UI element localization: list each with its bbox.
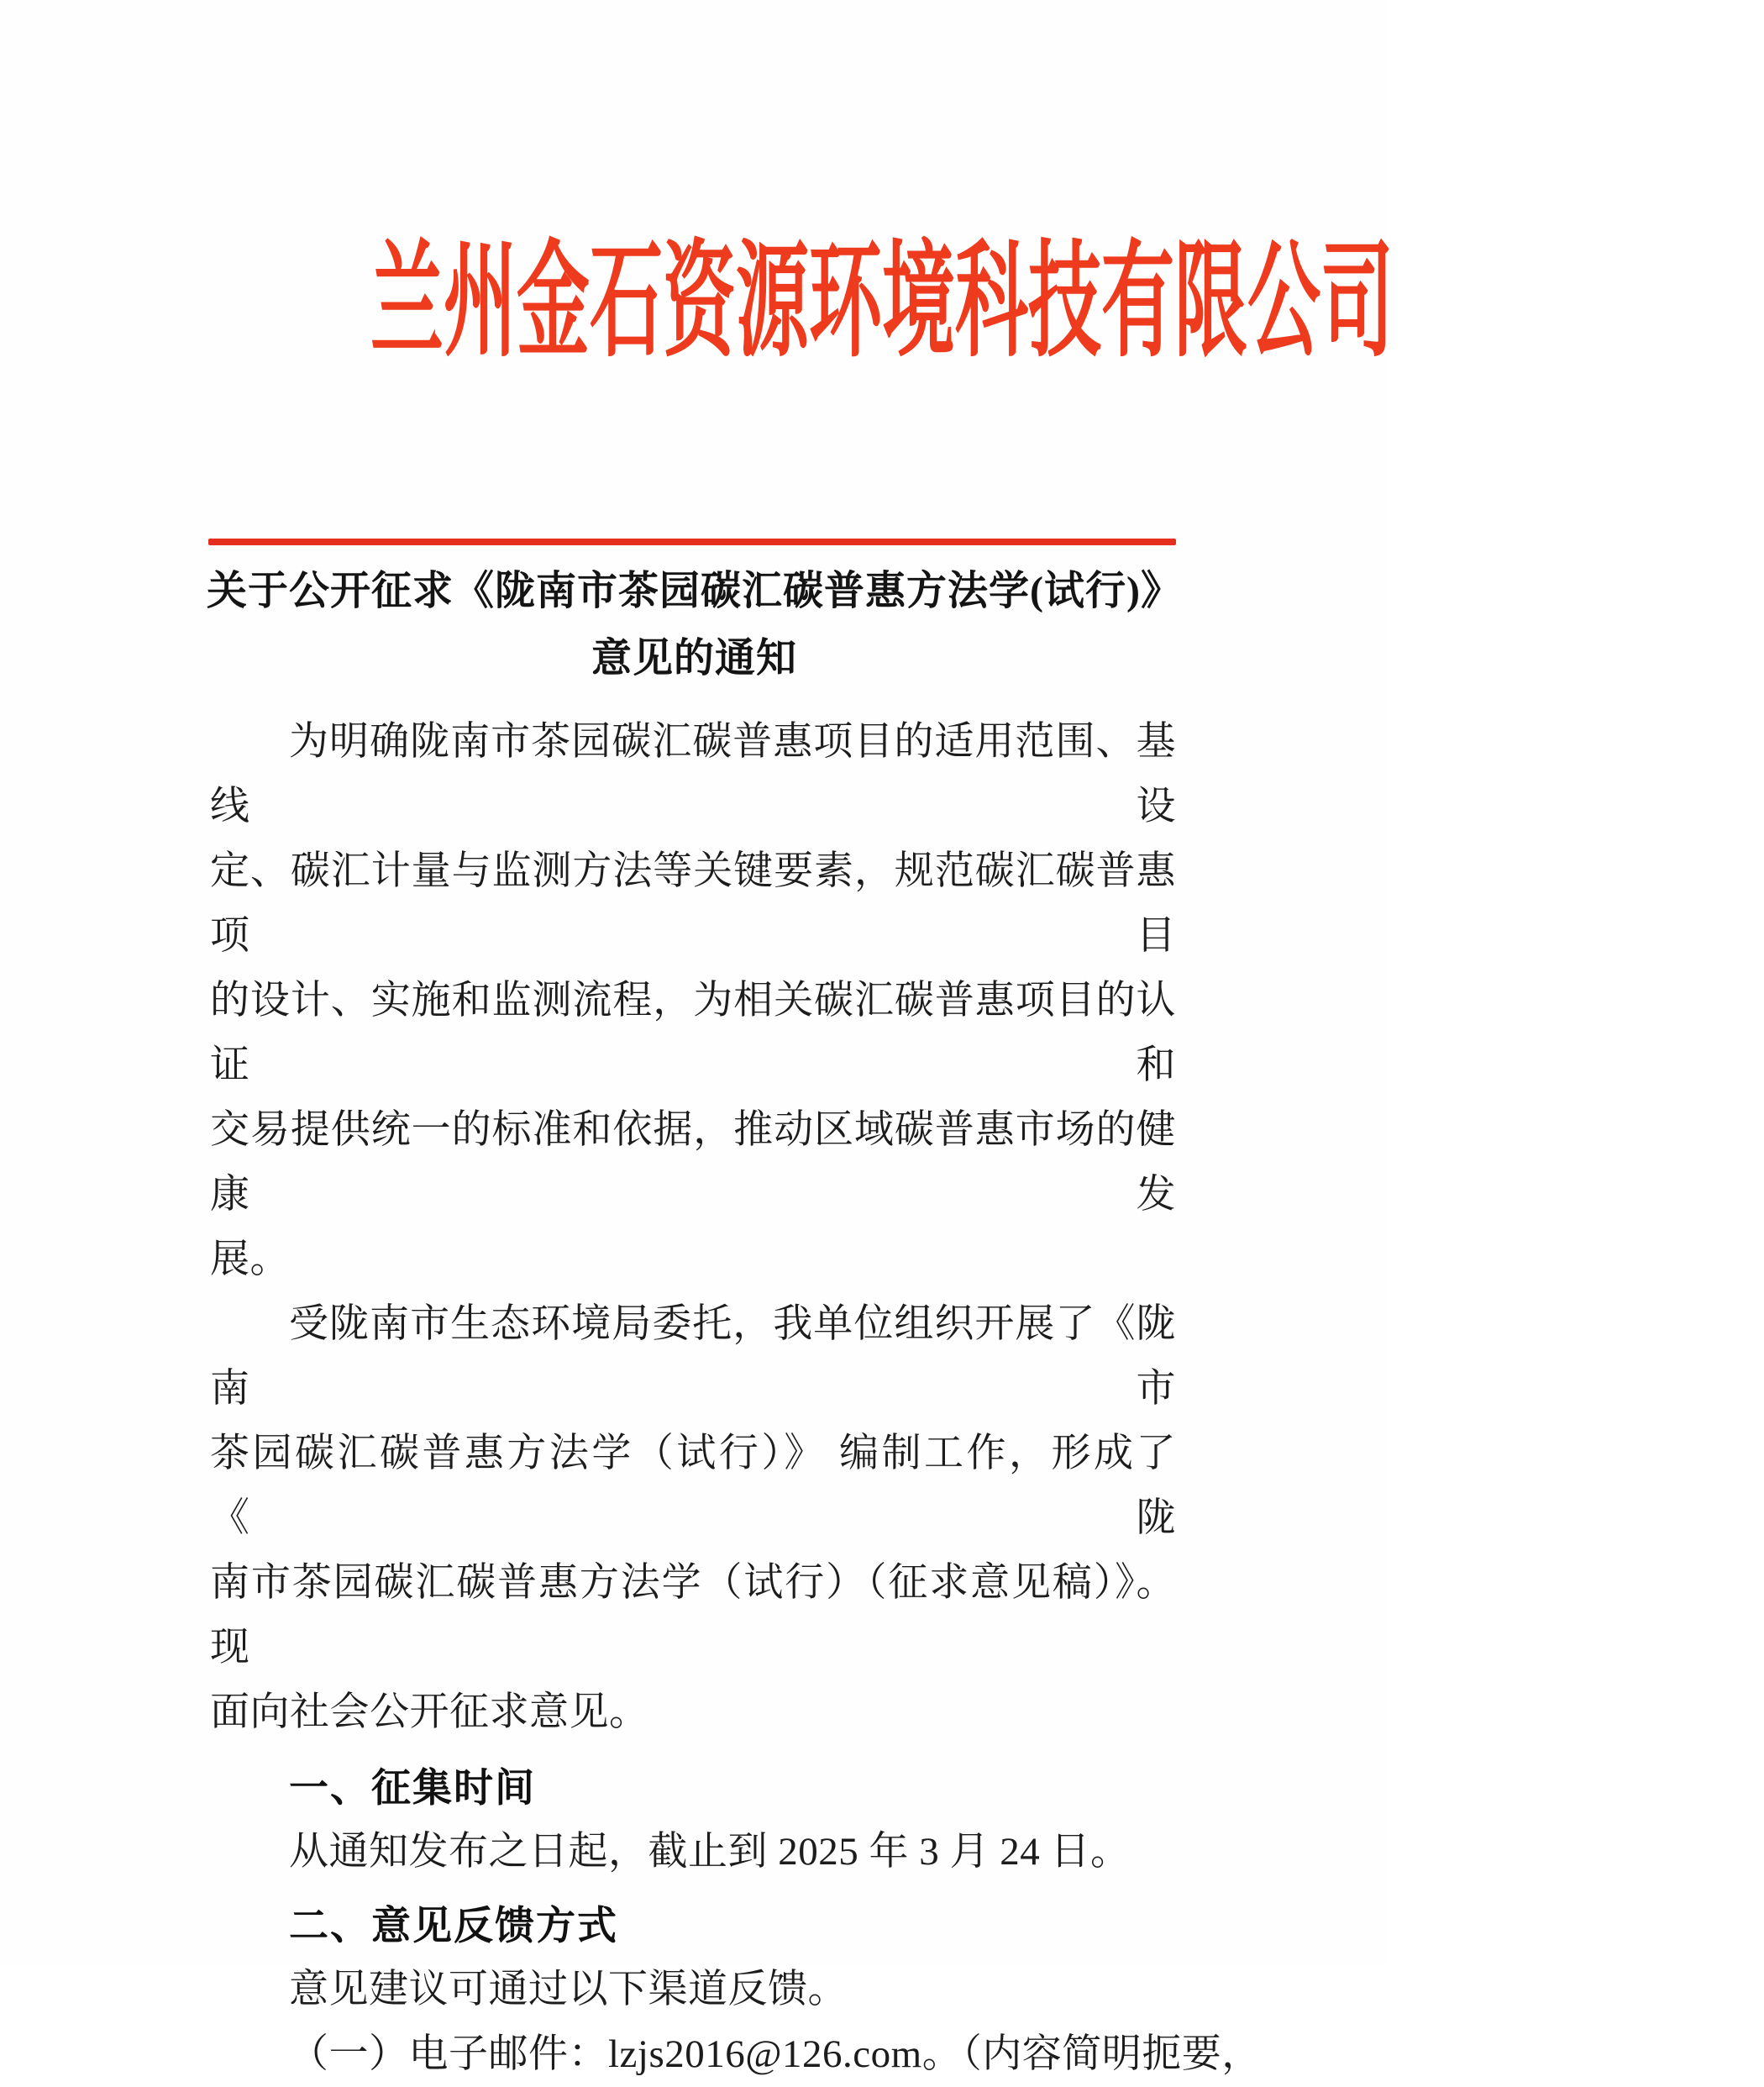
title-line-1: 关于公开征求《陇南市茶园碳汇碳普惠方法学(试行)》 [207,569,1182,613]
body-line: 意见建议可通过以下渠道反馈。 [289,1968,848,2011]
body-line: 面向社会公开征求意见。 [210,1690,649,1734]
body-line-deadline: 从通知发布之日起，截止到 2025 年 3 月 24 日。 [289,1830,1131,1874]
body-line: 为明确陇南市茶园碳汇碳普惠项目的适用范围、基线设 [210,720,1176,828]
body-line: 展。 [210,1238,290,1281]
company-letterhead [0,233,1394,372]
section-heading-feedback-method: 二、意见反馈方式 [289,1903,618,1948]
body-line-email: （一）电子邮件：lzjs2016@126.com。（内容简明扼要， [289,2032,1262,2076]
body-line: 茶园碳汇碳普惠方法学（试行）》 编制工作，形成了《陇 [210,1432,1176,1540]
title-line-2: 意见的通知 [591,636,797,681]
document-body [210,710,1262,2087]
body-line: 定、碳汇计量与监测方法等关键要素，规范碳汇碳普惠项目 [210,849,1176,958]
body-line: 交易提供统一的标准和依据，推动区域碳普惠市场的健康发 [210,1108,1176,1217]
body-line: 南市茶园碳汇碳普惠方法学（试行）（征求意见稿）》。现 [210,1561,1176,1669]
document-title [0,558,1389,692]
section-heading-collection-time: 一、征集时间 [289,1765,536,1810]
company-name: 兰州金石资源环境科技有限公司 [370,233,1394,372]
letterhead-divider [208,539,1176,545]
body-line: 的设计、实施和监测流程，为相关碳汇碳普惠项目的认证和 [210,979,1176,1087]
body-line: 受陇南市生态环境局委托，我单位组织开展了《陇南市 [210,1302,1176,1411]
